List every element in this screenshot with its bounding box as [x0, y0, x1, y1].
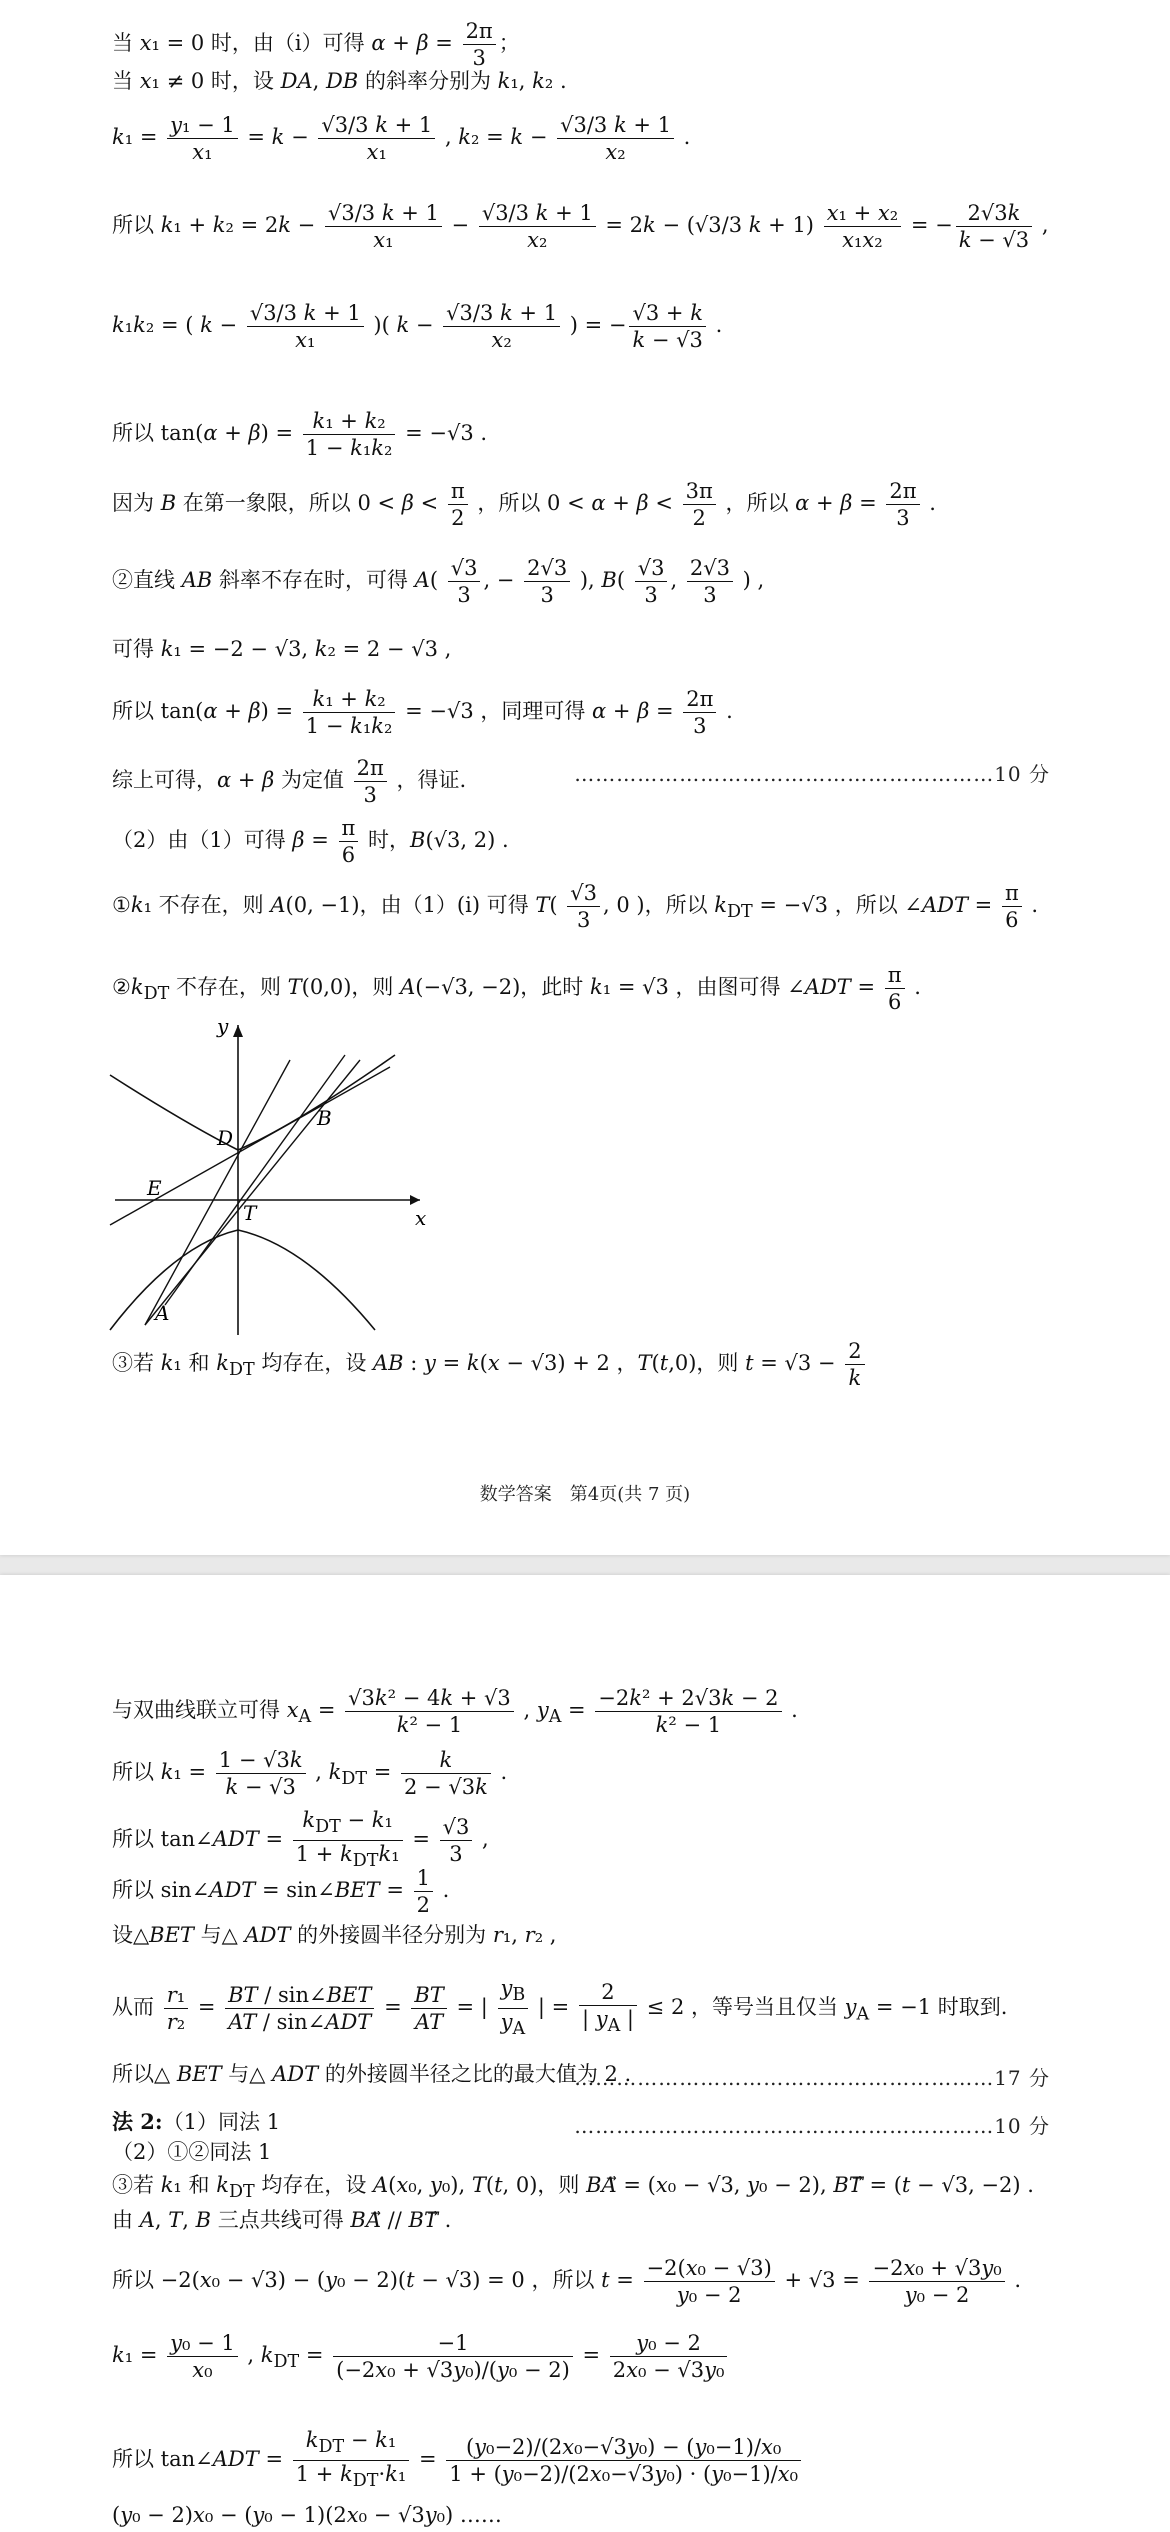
text-line: ③若 k₁ 和 $k_{DT}$ 均存在，设 AB : y = k(x − √3) + 2 ，T(t,0)，则 t = √3 − $\frac{2}{k}$ — [112, 1338, 1058, 1391]
page-footer: 数学答案 第4页(共 7 页) — [479, 1484, 691, 1505]
score-marker: ……………………………………………………10 分 — [574, 2114, 1050, 2138]
text-line: 所以 k₁ = $\frac{1 - √3k}{k - √3}$ , $k_{DT}$ = $\frac{k}{2 - √3k}$ . — [112, 1748, 508, 1799]
text-line: 所以 tan∠ADT = $\frac{k_{DT} - k_1}{1 + k_{DT}\cdot k_1}$ = $\frac{\text{(y₀−2)/(2x₀−√3y₀) − (y₀−1)/x₀}}{\text{1 + (y₀−2)/(2x₀−√3y₀) · (y₀−1)/x₀}}$ — [112, 2427, 1058, 2494]
text-line: 所以 tan(α + β) = $\frac{\text{k₁ + k₂}}{\text{1 − k₁k₂}}$ = −√3 ，同理可得 α + β = $\frac{2\pi}{3}$ . — [112, 687, 733, 738]
formula-k1-k2: k₁ = $\frac{\text{y₁ − 1}}{\text{x₁}}$ = k − $\frac{√3/3 k + 1}{\text{x₁}}$ , k₂ = k − $\frac{√3/3 k + 1}{\text{x₂}}$ . — [112, 113, 691, 164]
text-line: 所以△ BET 与△ ADT 的外接圆半径之比的最大值为 2 . — [112, 2062, 632, 2086]
text-line: 当 x₁ ≠ 0 时，设 DA, DB 的斜率分别为 k₁, k₂ . — [112, 69, 567, 93]
text-line: $②k_{DT}$ 不存在，则 T(0,0)，则 A(−√3, −2)，此时 k₁ = √3 ，由图可得 ∠ADT = $\frac{\pi}{6}$ . — [112, 963, 921, 1014]
score-marker: ……………………………………………………17 分 — [574, 2066, 1050, 2090]
label-E: E — [147, 1176, 162, 1200]
answer-page-5 — [0, 1575, 1170, 2532]
text-line: 因为 B 在第一象限，所以 0 < β < $\frac{\pi}{2}$ ，所以 0 < α + β < $\frac{3\pi}{2}$ ，所以 α + β = $\frac{2\pi}{3}$ . — [112, 479, 936, 530]
label-A: A — [155, 1301, 170, 1325]
text-line: 所以 −2(x₀ − √3) − (y₀ − 2)(t − √3) = 0 ，所以 t = $\frac{\text{−2(x₀ − √3)}}{\text{y₀ − 2}}$ + √3 = $\frac{\text{−2x₀ + √3y₀}}{\text{y₀ − 2}}$ . — [112, 2256, 1022, 2307]
label-B: B — [317, 1106, 332, 1130]
text-line: ②直线 AB 斜率不存在时，可得 A( $\frac{√3}{3}$ , − $\frac{2√3}{3}$ ), B( $\frac{√3}{3}$ , $\frac{2√3}{3}$ ) , — [112, 556, 765, 607]
text-line: 可得 k₁ = −2 − √3, k₂ = 2 − √3 , — [112, 637, 452, 661]
text-line: 所以 sin∠ADT = sin∠BET = $\frac{1}{2}$ . — [112, 1866, 450, 1917]
text-line: ①k₁ 不存在，则 A(0, −1)，由（1）(i) 可得 T( $\frac{√3}{3}$ , 0 )，所以 $k_{DT} = -√3$ ，所以 ∠ADT = $\frac{\pi}{6}$ . — [112, 881, 1039, 932]
text-line: 设△BET 与△ ADT 的外接圆半径分别为 r₁, r₂ , — [112, 1923, 557, 1947]
text-line: 所以 tan∠ADT = $\frac{k_{DT} - k_1}{1 + k_{DT}k_1}$ = $\frac{√3}{3}$ , — [112, 1808, 489, 1872]
text-line: 与双曲线联立可得 $x_A$ = $\frac{\text{√3k² − 4k + √3}}{\text{k² − 1}}$ , $y_A$ = $\frac{\text{−2k² + 2√3k − 2}}{\text{k² − 1}}$ . — [112, 1686, 798, 1737]
label-x: x — [415, 1206, 427, 1230]
text-line: （2）①②同法 1 — [112, 2140, 272, 2164]
text-line: （2）由（1）可得 β = $\frac{\pi}{6}$ 时，B(√3, 2) . — [112, 816, 509, 867]
hyperbola-figure — [105, 1015, 435, 1345]
text-line: 综上可得，α + β 为定值 $\frac{2\pi}{3}$ ，得证. — [112, 756, 467, 807]
label-y: y — [217, 1015, 229, 1038]
text-line: (y₀ − 2)x₀ − (y₀ − 1)(2x₀ − √3y₀) …… — [112, 2503, 502, 2527]
label-T: T — [243, 1201, 257, 1225]
formula-k1k2: k₁k₂ = ( k − $\frac{√3/3 k + 1}{\text{x₁}}$ )( k − $\frac{√3/3 k + 1}{\text{x₂}}$ ) = − $\frac{√3 + k}{k - √3}$ . — [112, 301, 723, 352]
method-2-heading: 法 2:（1）同法 1 — [112, 2109, 281, 2134]
text-line: 由 A, T, B 三点共线可得 BA⃗ // BT⃗ . — [112, 2208, 452, 2232]
formula-k1-plus-k2: 所以 k₁ + k₂ = 2k − $\frac{√3/3 k + 1}{\text{x₁}}$ − $\frac{√3/3 k + 1}{\text{x₂}}$ = 2k − (√3/3 k + 1) $\frac{\text{x₁ + x₂}}{\text{x₁x₂}}$ = − $\frac{2√3k}{k - √3}$ , — [112, 201, 1049, 252]
text-line: k₁ = $\frac{\text{y₀ − 1}}{\text{x₀}}$ , $k_{DT}$ = $\frac{-1}{\text{(−2x₀ + √3y₀)/(y₀ − 2)}}$ = $\frac{\text{y₀ − 2}}{\text{2x₀ − √3y₀}}$ — [112, 2330, 1058, 2383]
line-AT — [165, 1055, 345, 1305]
label-D: D — [217, 1126, 234, 1150]
formula-tan: 所以 tan(α + β) = $\frac{\text{k₁ + k₂}}{\text{1 − k₁k₂}}$ = −√3 . — [112, 409, 488, 460]
text-line: 从而 $\frac{\text{r₁}}{\text{r₂}}$ = $\frac{\text{BT / sin∠BET}}{\text{AT / sin∠ADT}}$ = $\frac{BT}{AT}$ = | $\frac{y_B}{y_A}$ | = $\frac{2}{| y_A |}$ ≤ 2 ，等号当且仅当 $y_A = -1$ 时取到. — [112, 1976, 1008, 2040]
y-axis-arrow-icon — [233, 1025, 243, 1037]
line-AB — [145, 1060, 360, 1325]
score-marker: ……………………………………………………10 分 — [574, 762, 1050, 786]
text-line: ③若 k₁ 和 $k_{DT}$ 均存在，设 A(x₀, y₀), T(t, 0)，则 BA⃗ = (x₀ − √3, y₀ − 2), BT⃗ = (t − √3, −2) . — [112, 2173, 1034, 2203]
text-line: 当 x₁ = 0 时，由（i）可得 α + β = $\frac{2\pi}{3}$ ； — [112, 19, 520, 70]
x-axis-arrow-icon — [410, 1195, 420, 1205]
